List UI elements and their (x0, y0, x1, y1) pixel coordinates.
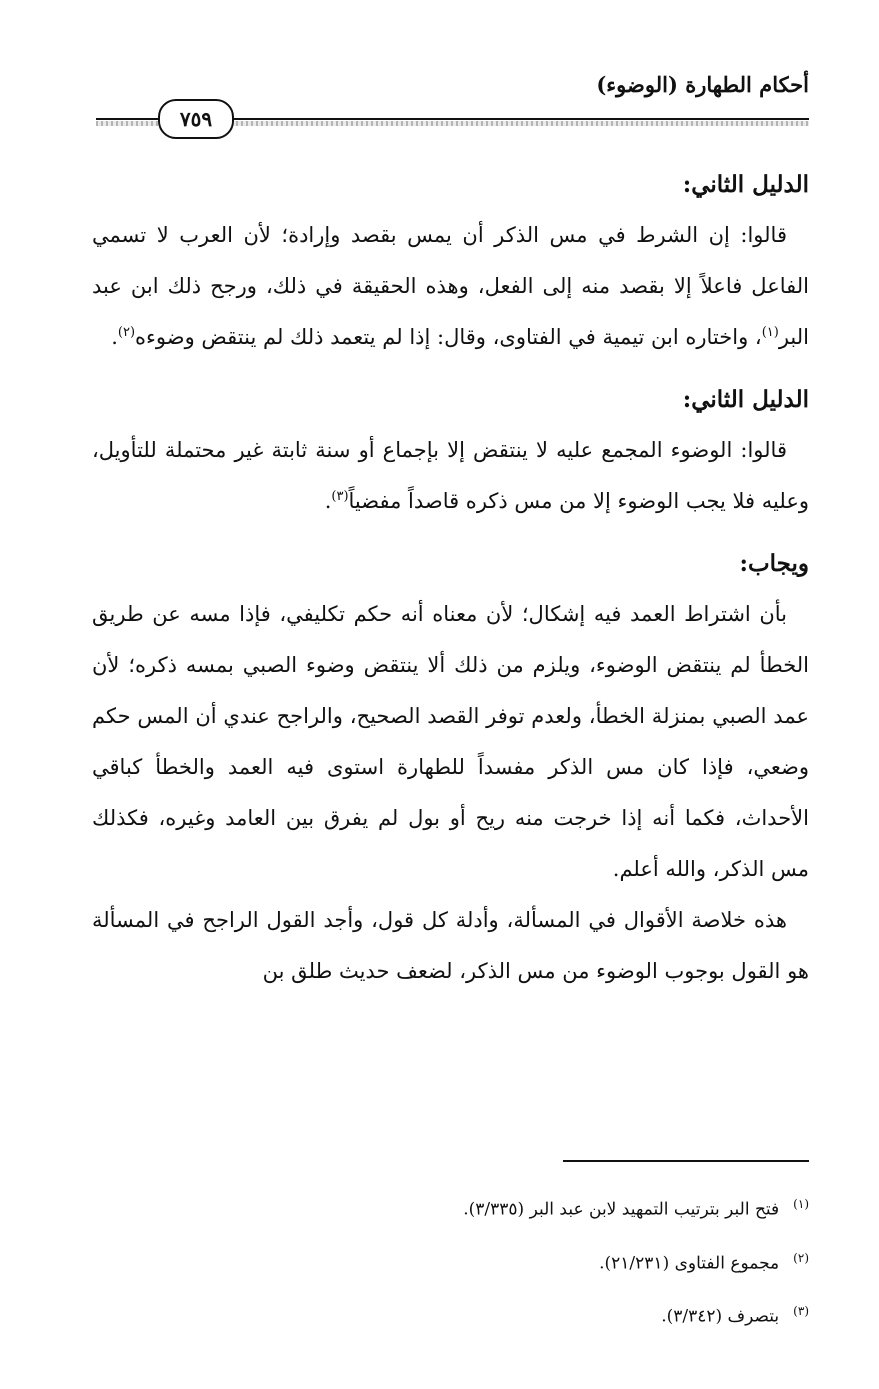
footnote-1 (92, 1180, 809, 1234)
section-heading-3: ويجاب: (739, 550, 809, 577)
paragraph-text: قالوا: إن الشرط في مس الذكر أن يمس بقصد وإرادة؛ لأن العرب لا تسمي الفاعل فاعلاً إلا بقصد منه إلى الفعل، وهذه الحقيقة في ذلك، ورجح ذلك ابن عبد البر (92, 223, 809, 349)
section-paragraph-1 (92, 210, 809, 363)
footnote-2 (92, 1234, 809, 1288)
footnote-mark: (٣) (793, 1304, 809, 1319)
footnote-mark: (٢) (793, 1250, 809, 1265)
section-paragraph-3: بأن اشتراط العمد فيه إشكال؛ لأن معناه أنه حكم تكليفي، فإذا مسه عن طريق الخطأ لم ينتقض الوضوء، ويلزم من ذلك ألا ينتقض وضوء الصبي بمسه ذكره؛ لأن عمد الصبي بمنزلة الخطأ، ولعدم توفر القصد الصحيح، والراجح عندي أن المس حكم وضعي، فإذا كان مس الذكر مفسداً للطهارة استوى فيه العمد والخطأ كباقي الأحداث، فكما أنه إذا خرجت منه ريح أو بول لم يفرق بين العامد وغيره، فكذلك مس الذكر، والله أعلم. (92, 602, 809, 881)
footnote-3 (92, 1287, 809, 1341)
section-paragraph-4: هذه خلاصة الأقوال في المسألة، وأدلة كل قول، وأجد القول الراجح في المسألة هو القول بوجوب الوضوء من مس الذكر، لضعف حديث طلق بن (92, 908, 809, 983)
running-title: أحكام الطهارة (الوضوء) (596, 72, 809, 97)
main-text (92, 160, 809, 997)
paragraph-text: . (324, 489, 332, 513)
section-heading-1: الدليل الثاني: (682, 171, 809, 198)
footnote-reference-1[interactable]: (١) (761, 325, 779, 340)
section-heading-2: الدليل الثاني: (682, 386, 809, 413)
footnote-text: مجموع الفتاوى (٢١/٢٣١). (599, 1253, 780, 1274)
paragraph-text: ، واختاره ابن تيمية في الفتاوى، وقال: إذا لم يتعمد ذلك لم ينتقض وضوءه (135, 325, 762, 349)
paragraph-text: . (111, 325, 118, 349)
page-number: ٧٥٩ (158, 99, 234, 139)
section-paragraph-2 (92, 425, 809, 527)
footnote-separator (563, 1160, 809, 1162)
footnotes (92, 1180, 809, 1341)
paragraph-text: قالوا: الوضوء المجمع عليه لا ينتقض إلا بإجماع أو سنة ثابتة غير محتملة للتأويل، وعليه فلا يجب الوضوء إلا من مس ذكره قاصداً مفضياً (92, 438, 809, 513)
footnote-reference-2[interactable]: (٢) (117, 325, 136, 340)
footnote-reference-3[interactable]: (٣) (331, 489, 349, 504)
footnote-text: فتح البر بترتيب التمهيد لابن عبد البر (٣/٣٣٥). (463, 1199, 780, 1220)
footnote-text: بتصرف (٣/٣٤٢). (661, 1306, 780, 1327)
footnote-mark: (١) (793, 1197, 809, 1211)
